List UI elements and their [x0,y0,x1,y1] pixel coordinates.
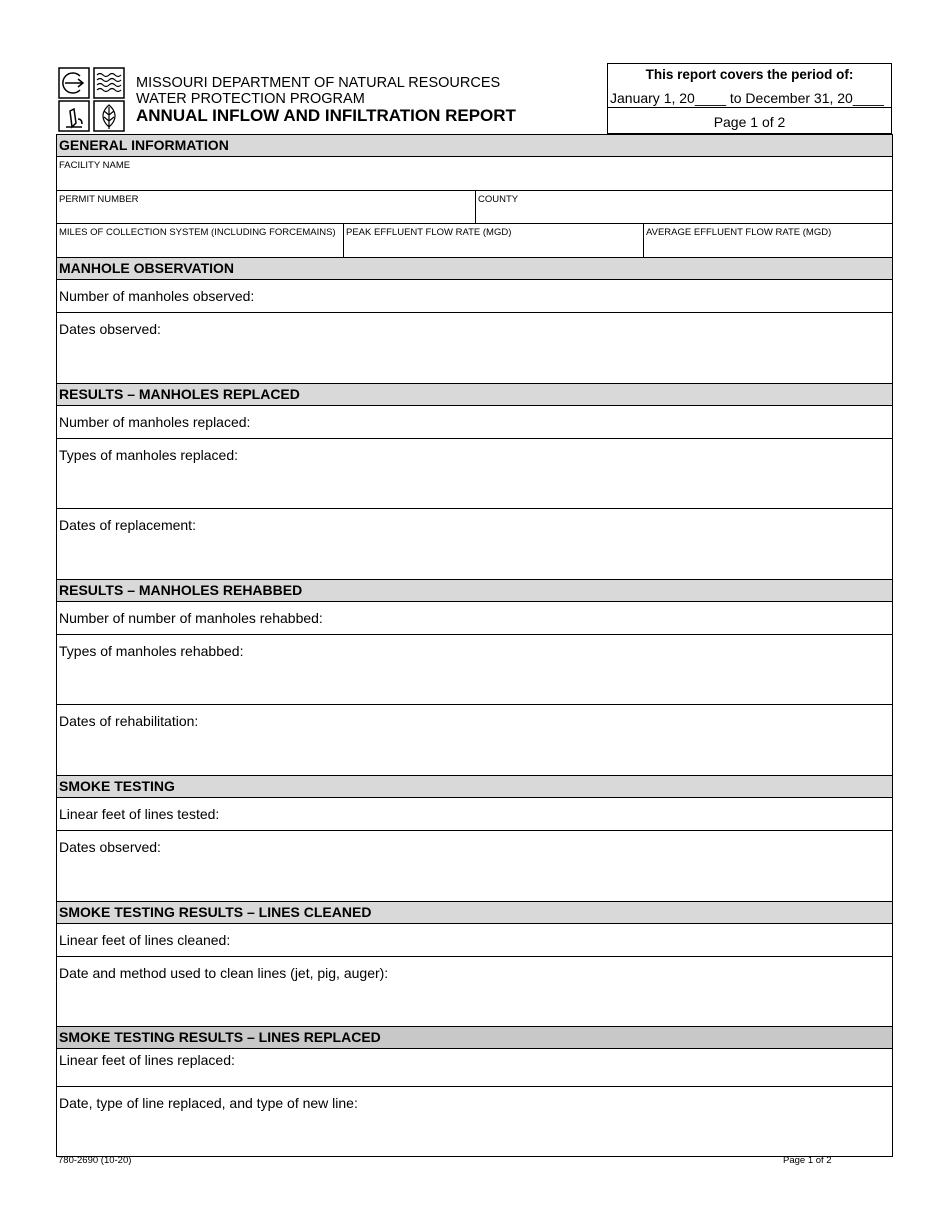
divider [608,107,891,108]
manholes-rehabbed-field[interactable] [57,602,892,635]
dates-rehabilitation-field[interactable] [57,705,892,775]
line-replacement-details-field[interactable] [57,1087,892,1157]
divider [643,224,644,258]
smoke-dates-observed-field[interactable] [57,831,892,901]
line-replacement-details-label: Date, type of line replaced, and type of new line: [59,1095,358,1111]
section-lines-cleaned: SMOKE TESTING RESULTS – LINES CLEANED [57,901,892,924]
types-replaced-label: Types of manholes replaced: [59,447,238,463]
clean-method-label: Date and method used to clean lines (jet, pig, auger): [59,965,389,981]
linear-feet-replaced-label: Linear feet of lines replaced: [59,1052,235,1068]
section-manholes-rehabbed: RESULTS – MANHOLES REHABBED [57,579,892,602]
permit-number-label: PERMIT NUMBER [59,194,139,205]
program-name: WATER PROTECTION PROGRAM [136,91,365,107]
footer-page: Page 1 of 2 [783,1155,832,1166]
linear-feet-replaced-field[interactable] [57,1049,892,1087]
report-title: ANNUAL INFLOW AND INFILTRATION REPORT [136,106,516,125]
dates-rehabilitation-label: Dates of rehabilitation: [59,713,199,729]
types-replaced-field[interactable] [57,439,892,509]
linear-feet-tested-field[interactable] [57,798,892,831]
page-indicator: Page 1 of 2 [713,114,786,130]
linear-feet-cleaned-label: Linear feet of lines cleaned: [59,932,231,948]
section-general-information: GENERAL INFORMATION [57,135,892,157]
manhole-dates-observed-label: Dates observed: [59,321,161,337]
divider [475,191,476,223]
form-number: 780-2690 (10-20) [58,1155,132,1166]
permit-county-row [57,191,892,224]
flow-rates-row [57,224,892,258]
manholes-observed-label: Number of manholes observed: [59,288,255,304]
period-label: This report covers the period of: [645,67,854,82]
county-label: COUNTY [478,194,519,205]
types-rehabbed-label: Types of manholes rehabbed: [59,643,244,659]
period-dates-field[interactable]: January 1, 20____ to December 31, 20____ [610,90,884,106]
facility-name-field[interactable] [57,157,892,191]
manholes-observed-field[interactable] [57,280,892,313]
miles-label: MILES OF COLLECTION SYSTEM (INCLUDING FORCEMAINS) [59,227,336,238]
divider [343,224,344,258]
period-box [607,63,892,134]
avg-flow-label: AVERAGE EFFLUENT FLOW RATE (MGD) [646,227,832,238]
peak-flow-label: PEAK EFFLUENT FLOW RATE (MGD) [346,227,512,238]
dates-replacement-label: Dates of replacement: [59,517,196,533]
section-smoke-testing: SMOKE TESTING [57,775,892,798]
dates-replacement-field[interactable] [57,509,892,579]
facility-name-label: FACILITY NAME [59,160,131,171]
manholes-rehabbed-label: Number of number of manholes rehabbed: [59,610,323,626]
agency-name: MISSOURI DEPARTMENT OF NATURAL RESOURCES [136,75,501,91]
report-form [56,134,893,1157]
manholes-replaced-label: Number of manholes replaced: [59,414,251,430]
dnr-logo [58,67,126,132]
section-lines-replaced: SMOKE TESTING RESULTS – LINES REPLACED [57,1026,892,1049]
smoke-dates-observed-label: Dates observed: [59,839,161,855]
section-manhole-observation: MANHOLE OBSERVATION [57,257,892,280]
manholes-replaced-field[interactable] [57,406,892,439]
clean-method-field[interactable] [57,957,892,1027]
types-rehabbed-field[interactable] [57,635,892,705]
section-manholes-replaced: RESULTS – MANHOLES REPLACED [57,383,892,406]
manhole-dates-observed-field[interactable] [57,313,892,383]
linear-feet-cleaned-field[interactable] [57,924,892,957]
linear-feet-tested-label: Linear feet of lines tested: [59,806,220,822]
